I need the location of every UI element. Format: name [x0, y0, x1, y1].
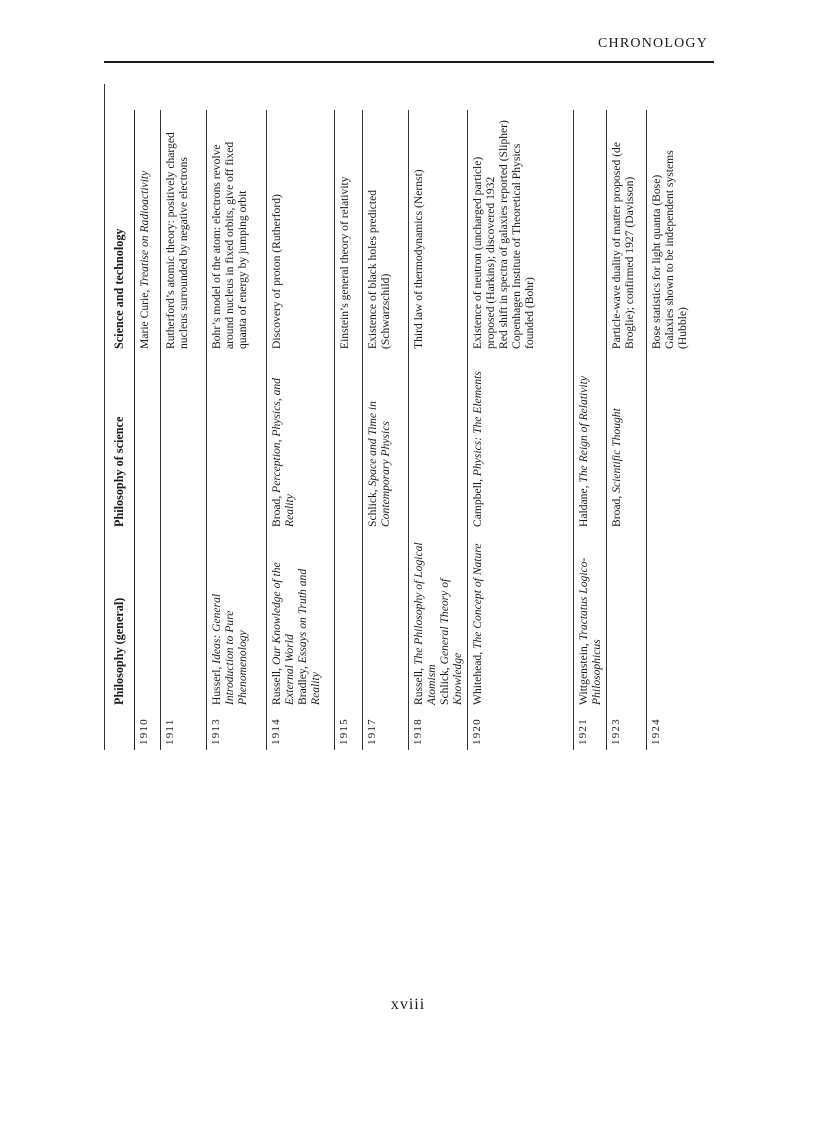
entry-title: The Reign of Relativity [577, 375, 590, 483]
entry-title: Treatise on Radioactivity [138, 170, 151, 287]
entry-text [210, 115, 249, 349]
science-cell [468, 110, 574, 354]
entry-author: Haldane, [577, 482, 590, 527]
entry-text [510, 115, 536, 349]
entry-text [338, 115, 351, 349]
chronology-table [104, 110, 705, 750]
entry-author: Red shift in spectra of galaxies reported (Slipher) [497, 120, 510, 349]
science-cell [267, 110, 335, 354]
table-row [574, 110, 607, 750]
general-cell [207, 532, 267, 710]
col-header-philosophy-of-science: Philosophy of science [104, 354, 135, 532]
entry-title: Ideas: General Introduction to Pure Phenomenology [210, 593, 249, 705]
general-cell [607, 532, 647, 710]
general-cell [409, 532, 468, 710]
general-cell [647, 532, 705, 710]
general-cell [335, 532, 363, 710]
entry-author: Campbell, [471, 476, 484, 527]
year-cell: 1923 [607, 710, 647, 750]
page-number: xviii [390, 996, 426, 1013]
entry-author: Einstein’s general theory of relativity [338, 176, 351, 349]
entry-text [270, 537, 296, 705]
entry-author: Existence of black holes predicted (Schwarzschild) [366, 189, 392, 349]
entry-title: Tractatus Logico-Philosophicus [577, 557, 603, 705]
entry-author: Galaxies shown to be independent systems (Hubble) [663, 150, 689, 349]
table-row [363, 110, 409, 750]
entry-author: Schlick, [438, 664, 451, 705]
philsci-cell [647, 354, 705, 532]
philsci-cell [607, 354, 647, 532]
general-cell [574, 532, 607, 710]
entry-text [610, 115, 636, 349]
entry-author: Third law of thermodynamics (Nernst) [412, 169, 425, 349]
year-cell: 1920 [468, 710, 574, 750]
philsci-cell [468, 354, 574, 532]
entry-text [497, 115, 510, 349]
entry-text [270, 115, 283, 349]
entry-author: Wittgenstein, [577, 640, 590, 705]
philsci-cell [409, 354, 468, 532]
table-row [607, 110, 647, 750]
entry-text [412, 115, 425, 349]
table-row [647, 110, 705, 750]
science-cell [363, 110, 409, 354]
entry-text [438, 537, 464, 705]
year-cell: 1915 [335, 710, 363, 750]
entry-title: Perception, Physics, and Reality [270, 378, 296, 527]
entry-author: Whitehead, [471, 648, 484, 705]
philsci-cell [363, 354, 409, 532]
entry-author: Broad, [610, 492, 623, 527]
entry-text [577, 359, 590, 527]
philsci-cell [161, 354, 207, 532]
col-header-philosophy-general: Philosophy (general) [104, 532, 135, 710]
table-row [207, 110, 267, 750]
entry-author: Husserl, [210, 663, 223, 705]
entry-title: Essays on Truth and Reality [296, 568, 322, 705]
entry-title: Physics: The Elements [471, 371, 484, 477]
science-cell [607, 110, 647, 354]
entry-title: The Concept of Nature [471, 543, 484, 649]
general-cell [363, 532, 409, 710]
entry-author: Existence of neutron (uncharged particle) proposed (Harkins); discovered 1932 [471, 156, 497, 349]
philsci-cell [574, 354, 607, 532]
table-row [335, 110, 363, 750]
entry-text [471, 537, 484, 705]
entry-author: Copenhagen Institute of Theoretical Physics founded (Bohr) [510, 143, 536, 349]
entry-author: Russell, [412, 665, 425, 705]
science-cell [647, 110, 705, 354]
year-cell: 1911 [161, 710, 207, 750]
year-cell: 1914 [267, 710, 335, 750]
entry-text [663, 115, 689, 349]
entry-author: Broad, [270, 492, 283, 527]
entry-title: General Theory of Knowledge [438, 578, 464, 705]
table-header-row [104, 110, 135, 750]
table-row [161, 110, 207, 750]
year-cell: 1913 [207, 710, 267, 750]
entry-text [471, 359, 484, 527]
entry-text [366, 115, 392, 349]
header-rule [104, 61, 714, 63]
table-row [267, 110, 335, 750]
entry-author: Bohr’s model of the atom: electrons revolve around nucleus in fixed orbits, give off fixed quanta of energy by jumping orbit [210, 141, 249, 349]
general-cell [468, 532, 574, 710]
science-cell [574, 110, 607, 354]
year-cell: 1917 [363, 710, 409, 750]
entry-author: Bose statistics for light quanta (Bose) [650, 174, 663, 349]
year-cell: 1921 [574, 710, 607, 750]
philsci-cell [335, 354, 363, 532]
philsci-cell [135, 354, 161, 532]
entry-title: The Philosophy of Logical Atomism [412, 542, 438, 705]
science-cell [207, 110, 267, 354]
table-row [135, 110, 161, 750]
entry-author: Particle-wave duality of matter proposed (de Broglie); confirmed 1927 (Davisson) [610, 141, 636, 349]
entry-author: Marie Curie, [138, 286, 151, 349]
entry-text [296, 537, 322, 705]
col-header-year [104, 710, 135, 750]
science-cell [409, 110, 468, 354]
year-cell: 1924 [650, 718, 662, 745]
running-head: CHRONOLOGY [598, 36, 708, 51]
entry-author: Rutherford’s atomic theory: positively charged nucleus surrounded by negative electrons [164, 132, 190, 349]
entry-text [610, 359, 623, 527]
entry-text [270, 359, 296, 527]
general-cell [135, 532, 161, 710]
entry-title: Scientific Thought [610, 408, 623, 493]
science-cell [161, 110, 207, 354]
general-cell [267, 532, 335, 710]
entry-author: Bradley, [296, 663, 309, 705]
entry-author: Discovery of proton (Rutherford) [270, 194, 283, 349]
entry-title: Space and Time in Contemporary Physics [366, 401, 392, 527]
entry-title: Our Knowledge of the External World [270, 562, 296, 705]
general-cell [161, 532, 207, 710]
table-row [409, 110, 468, 750]
entry-text [412, 537, 438, 705]
entry-text [471, 115, 497, 349]
science-cell [335, 110, 363, 354]
chronology-table-rotated [104, 110, 710, 750]
year-cell: 1918 [409, 710, 468, 750]
year-cell: 1910 [135, 710, 161, 750]
col-header-science-technology: Science and technology [104, 110, 135, 354]
entry-text [366, 359, 392, 527]
entry-text [210, 537, 249, 705]
entry-text [164, 115, 190, 349]
entry-text [138, 115, 151, 349]
science-cell [135, 110, 161, 354]
entry-author: Schlick, [366, 486, 379, 527]
philsci-cell [267, 354, 335, 532]
table-row [468, 110, 574, 750]
philsci-cell [207, 354, 267, 532]
entry-text [577, 537, 603, 705]
entry-text [650, 115, 663, 349]
entry-author: Russell, [270, 665, 283, 705]
